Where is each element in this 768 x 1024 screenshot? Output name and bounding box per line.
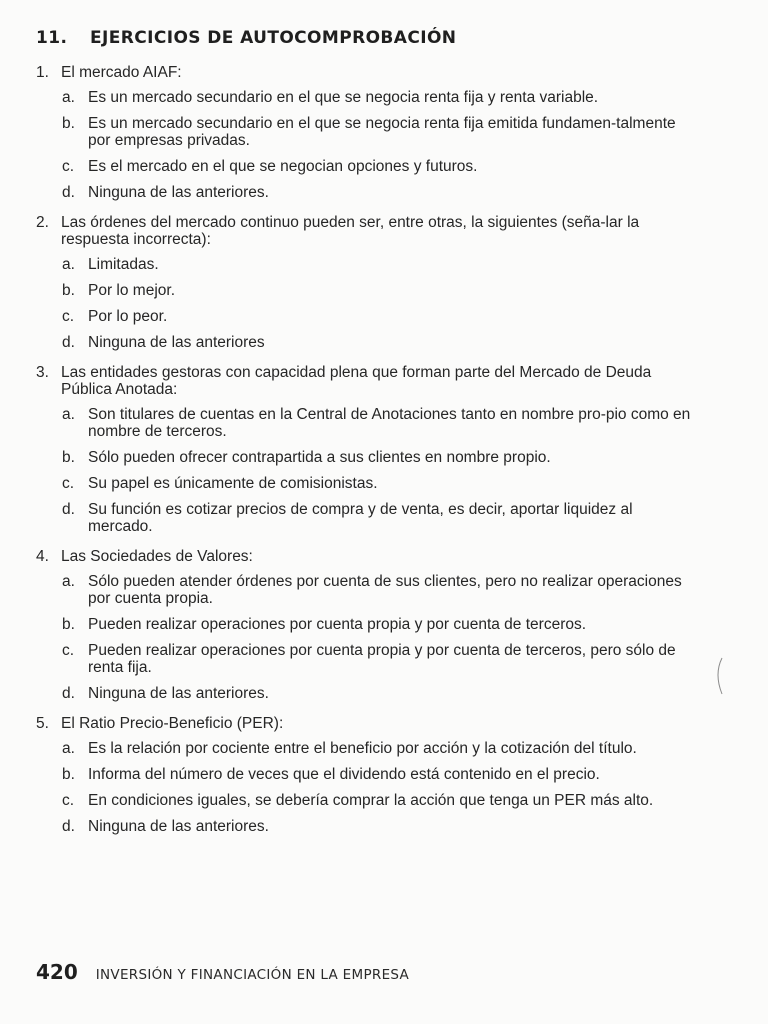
- option-text: Es un mercado secundario en el que se negocia renta fija emitida fundamen-talmente por empresas privadas.: [88, 115, 676, 149]
- option-item: [62, 89, 700, 106]
- question-5: [36, 715, 700, 835]
- option-item: [62, 616, 700, 633]
- option-letter: d.: [62, 184, 75, 201]
- page-number: 420: [36, 960, 78, 984]
- question-3: [36, 364, 700, 535]
- option-item: [62, 818, 700, 835]
- option-item: [62, 740, 700, 757]
- question-text: Las entidades gestoras con capacidad plena que forman parte del Mercado de Deuda Pública Anotada:: [61, 364, 652, 398]
- option-letter: b.: [62, 766, 75, 783]
- option-letter: b.: [62, 616, 75, 633]
- option-letter: c.: [62, 158, 75, 175]
- option-text: Ninguna de las anteriores.: [88, 685, 269, 702]
- option-letter: c.: [62, 308, 75, 325]
- option-item: [62, 308, 700, 325]
- book-title: INVERSIÓN Y FINANCIACIÓN EN LA EMPRESA: [95, 967, 410, 983]
- option-item: [62, 642, 700, 676]
- option-letter: a.: [62, 256, 75, 273]
- option-letter: b.: [62, 115, 75, 132]
- question-list: [36, 64, 700, 848]
- option-item: [62, 475, 700, 492]
- page-footer: [36, 960, 409, 984]
- question-2: [36, 214, 700, 351]
- option-text: Su función es cotizar precios de compra y de venta, es decir, aportar liquidez al mercado.: [88, 501, 633, 535]
- section-heading: [36, 28, 456, 48]
- option-list: [36, 573, 700, 702]
- option-text: Su papel es únicamente de comisionistas.: [88, 475, 378, 492]
- option-letter: a.: [62, 89, 75, 106]
- option-item: [62, 282, 700, 299]
- question-text: Las órdenes del mercado continuo pueden ser, entre otras, la siguientes (seña-lar la respuesta incorrecta):: [61, 214, 640, 248]
- option-item: [62, 184, 700, 201]
- option-text: Limitadas.: [88, 256, 159, 273]
- option-text: Pueden realizar operaciones por cuenta propia y por cuenta de terceros.: [88, 616, 587, 633]
- option-letter: d.: [62, 685, 75, 702]
- option-item: [62, 501, 700, 535]
- option-letter: d.: [62, 501, 75, 518]
- option-text: Pueden realizar operaciones por cuenta propia y por cuenta de terceros, pero sólo de renta fija.: [88, 642, 676, 676]
- option-item: [62, 158, 700, 175]
- option-text: Sólo pueden ofrecer contrapartida a sus clientes en nombre propio.: [88, 449, 551, 466]
- question-4: [36, 548, 700, 702]
- option-letter: c.: [62, 642, 75, 659]
- option-text: Ninguna de las anteriores: [88, 334, 265, 351]
- option-text: Es el mercado en el que se negocian opciones y futuros.: [88, 158, 478, 175]
- option-text: Por lo peor.: [88, 308, 168, 325]
- option-list: [36, 740, 700, 835]
- option-letter: a.: [62, 406, 75, 423]
- option-item: [62, 406, 700, 440]
- option-item: [62, 115, 700, 149]
- question-number: 2.: [36, 214, 49, 231]
- option-item: [62, 256, 700, 273]
- section-title: EJERCICIOS DE AUTOCOMPROBACIÓN: [90, 28, 457, 48]
- option-text: En condiciones iguales, se debería comprar la acción que tenga un PER más alto.: [88, 792, 654, 809]
- option-text: Es un mercado secundario en el que se negocia renta fija y renta variable.: [88, 89, 599, 106]
- option-list: [36, 256, 700, 351]
- option-text: Son titulares de cuentas en la Central de Anotaciones tanto en nombre pro-pio como en nombre de terceros.: [88, 406, 691, 440]
- option-text: Informa del número de veces que el dividendo está contenido en el precio.: [88, 766, 600, 783]
- option-item: [62, 685, 700, 702]
- option-text: Sólo pueden atender órdenes por cuenta de sus clientes, pero no realizar operaciones por cuenta propia.: [88, 573, 682, 607]
- question-number: 5.: [36, 715, 49, 732]
- option-letter: c.: [62, 475, 75, 492]
- option-letter: a.: [62, 573, 75, 590]
- option-letter: c.: [62, 792, 75, 809]
- option-text: Ninguna de las anteriores.: [88, 184, 269, 201]
- option-text: Por lo mejor.: [88, 282, 176, 299]
- option-letter: b.: [62, 282, 75, 299]
- question-text: El mercado AIAF:: [61, 64, 182, 81]
- option-letter: d.: [62, 334, 75, 351]
- question-number: 3.: [36, 364, 49, 381]
- option-letter: d.: [62, 818, 75, 835]
- option-item: [62, 449, 700, 466]
- question-number: 4.: [36, 548, 49, 565]
- section-number: 11.: [36, 28, 68, 48]
- question-text: Las Sociedades de Valores:: [61, 548, 253, 565]
- option-list: [36, 406, 700, 535]
- option-item: [62, 573, 700, 607]
- option-text: Ninguna de las anteriores.: [88, 818, 269, 835]
- question-1: [36, 64, 700, 201]
- question-text: El Ratio Precio-Beneficio (PER):: [61, 715, 284, 732]
- option-item: [62, 334, 700, 351]
- option-letter: b.: [62, 449, 75, 466]
- option-item: [62, 766, 700, 783]
- option-item: [62, 792, 700, 809]
- option-text: Es la relación por cociente entre el beneficio por acción y la cotización del título.: [88, 740, 637, 757]
- option-list: [36, 89, 700, 201]
- question-number: 1.: [36, 64, 49, 81]
- pencil-mark: [712, 656, 726, 696]
- option-letter: a.: [62, 740, 75, 757]
